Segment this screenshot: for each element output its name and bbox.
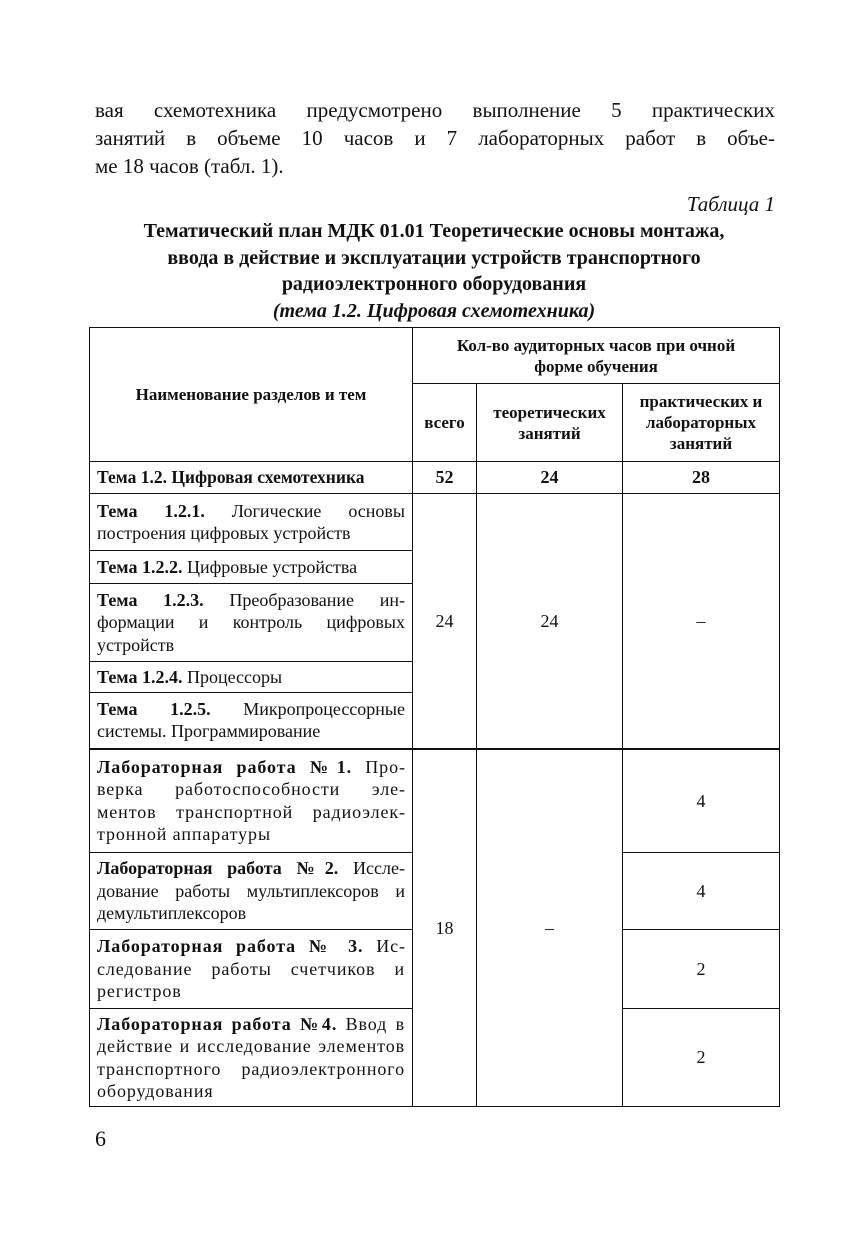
title-line: радиоэлектронного оборудования (281, 273, 587, 295)
lab-text: Исследование работы мультиплексоров и демультиплексоров (97, 858, 405, 924)
topics-practice: – (623, 494, 780, 749)
lab-cell (90, 853, 413, 930)
topic-code: Тема 1.2.1. (97, 500, 205, 521)
title-subtitle: (тема 1.2. Цифровая схемотехника) (272, 299, 596, 322)
topic-cell (90, 551, 413, 584)
table-row (90, 749, 780, 853)
table-title (89, 218, 779, 324)
topic-code: Тема 1.2.5. (97, 698, 211, 719)
topics-total: 24 (413, 494, 477, 749)
lab-text: Проверка работоспособности элементов транспортной радиоэлектронной аппаратуры (97, 756, 405, 845)
topic-cell (90, 584, 413, 662)
lab-code: Лабораторная работа № 3. (97, 936, 364, 957)
lab-cell (90, 1009, 413, 1107)
intro-line: вая схемотехника предусмотрено выполнение 5 практических (95, 98, 775, 122)
title-line: Тематический план МДК 01.01 Теоретические основы монтажа, (143, 220, 725, 242)
lab-code: Лабораторная работа №2. (97, 858, 339, 879)
labs-theory: – (477, 749, 623, 1107)
topic-code: Тема 1.2.4. (97, 666, 183, 687)
summary-practice: 28 (623, 462, 780, 494)
lab-code: Лабораторная работа №1. (97, 756, 352, 777)
lab-text: Ввод в действие и исследование элементов транспортного радиоэлектронного оборудования (97, 1013, 405, 1101)
intro-line: ме 18 часов (табл. 1). (95, 154, 284, 178)
header-total: всего (413, 384, 477, 462)
header-hours-group: Кол-во аудиторных часов при очной форме обучения (413, 328, 780, 384)
topic-cell (90, 662, 413, 693)
summary-row (90, 462, 780, 494)
page-number: 6 (95, 1126, 106, 1151)
topic-cell (90, 693, 413, 749)
lab-cell (90, 930, 413, 1009)
header-name: Наименование разделов и тем (90, 328, 413, 462)
lab-practice: 2 (623, 1009, 780, 1107)
intro-line: занятий в объеме 10 часов и 7 лабораторных работ в объе- (95, 126, 775, 150)
header-practice: практических и лабораторных занятий (623, 384, 780, 462)
lab-practice: 4 (623, 853, 780, 930)
summary-theory: 24 (477, 462, 623, 494)
topic-text: Логические основы построения цифровых устройств (97, 500, 405, 543)
table-label: Таблица 1 (686, 192, 775, 216)
topic-text: Преобразование информации и контроль цифровых устройств (97, 589, 405, 655)
header-theory: теоретических занятий (477, 384, 623, 462)
lab-cell (90, 749, 413, 853)
topic-cell (90, 494, 413, 551)
topic-code: Тема 1.2.2. (97, 556, 183, 577)
title-line: ввода в действие и эксплуатации устройств транспортного (167, 246, 701, 269)
lab-practice: 4 (623, 749, 780, 853)
lab-practice: 2 (623, 930, 780, 1009)
topic-text: Процессоры (182, 666, 283, 687)
intro-paragraph (95, 96, 775, 180)
topic-text: Микропроцессорные системы. Программирование (97, 698, 406, 742)
topics-theory: 24 (477, 494, 623, 749)
table-row (90, 494, 780, 551)
topic-text: Цифровые устройства (182, 556, 358, 577)
summary-name: Тема 1.2. Цифровая схемотехника (90, 462, 413, 494)
lab-text: Исследование работы счетчиков и регистров (97, 936, 405, 1002)
summary-total: 52 (413, 462, 477, 494)
lab-code: Лабораторная работа №4. (97, 1013, 338, 1034)
thematic-plan-table (89, 327, 780, 1107)
labs-total: 18 (413, 749, 477, 1107)
topic-code: Тема 1.2.3. (97, 589, 204, 610)
